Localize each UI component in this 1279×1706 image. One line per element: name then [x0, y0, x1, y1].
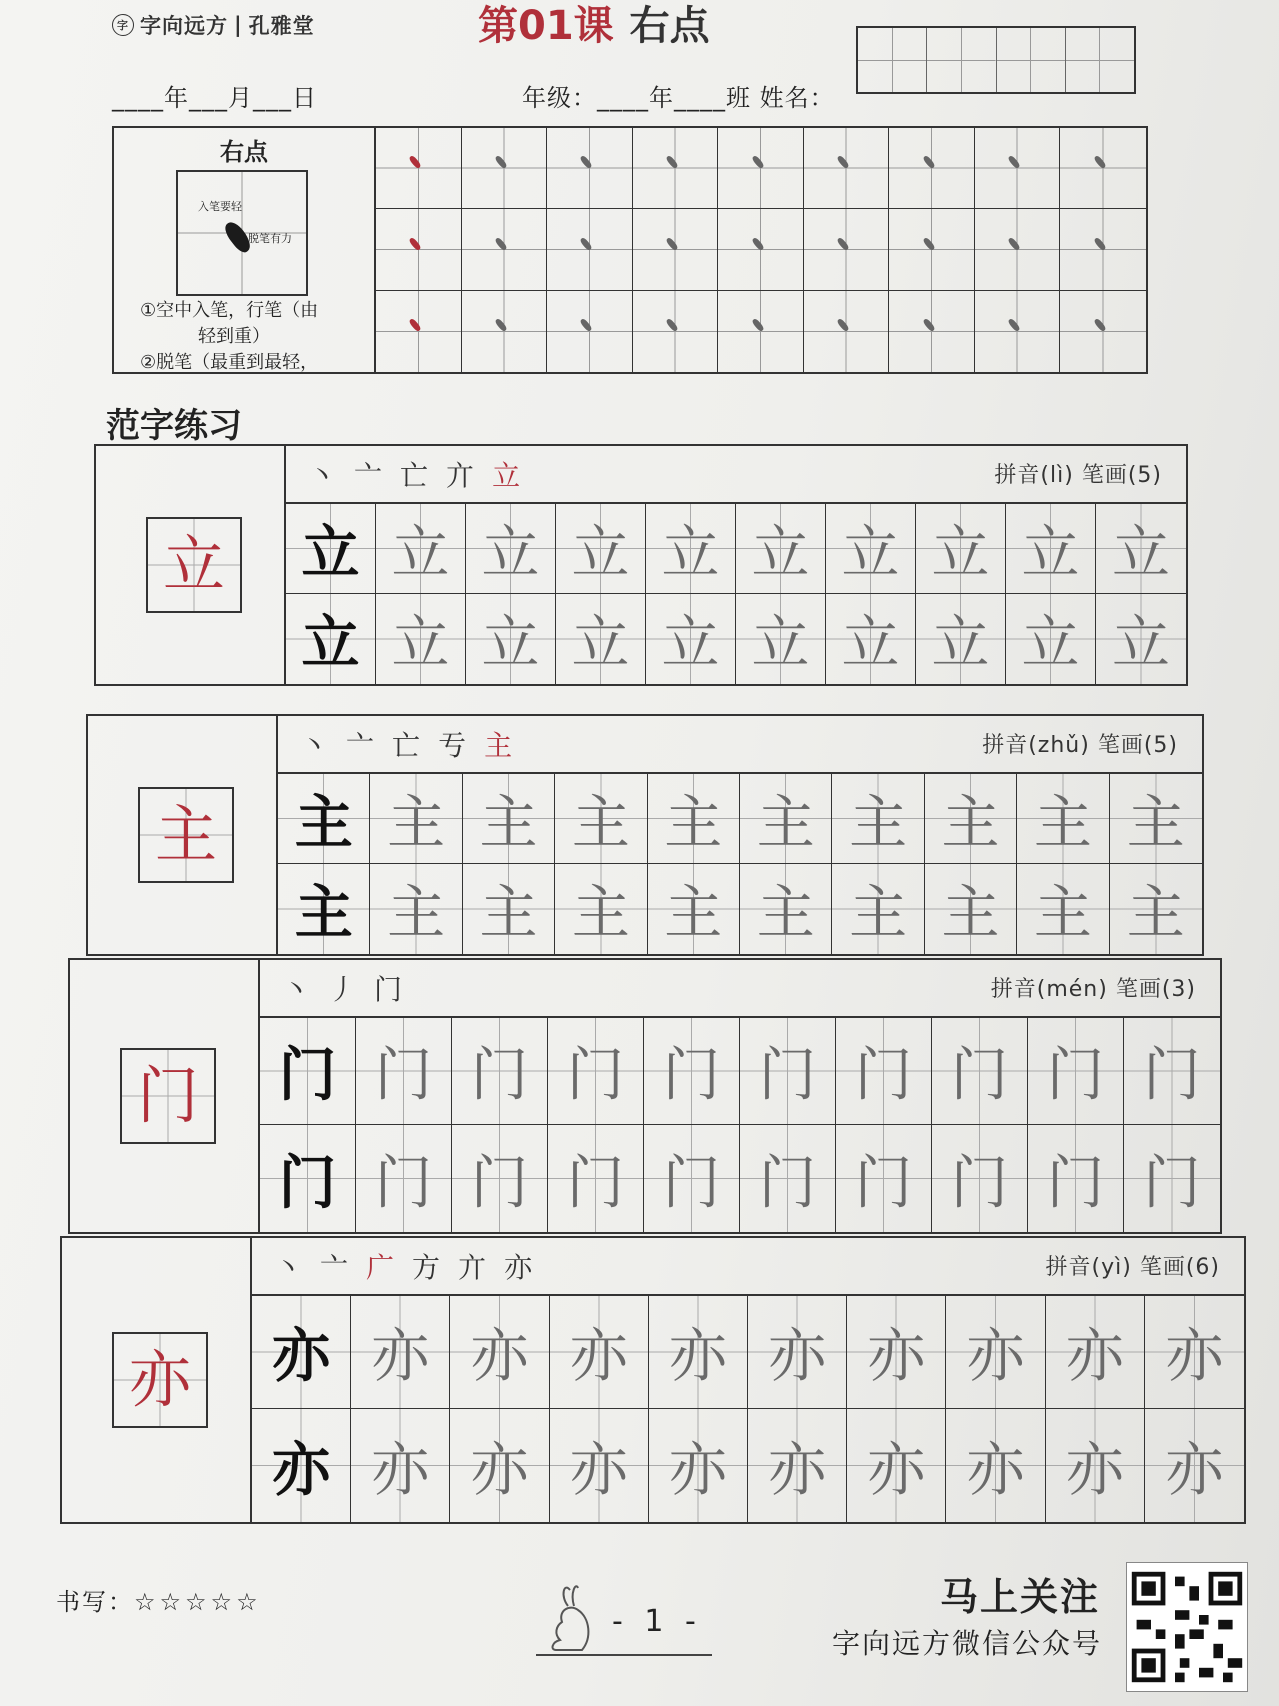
- practice-cell[interactable]: [836, 1018, 932, 1125]
- practice-cell[interactable]: [646, 594, 736, 684]
- practice-cell[interactable]: [463, 864, 555, 954]
- model-char: 立: [146, 517, 242, 613]
- practice-cell[interactable]: [260, 1125, 356, 1232]
- practice-char: 门: [1046, 1147, 1105, 1216]
- pinyin-strokes: 拼音(yì) 笔画(6): [1045, 1255, 1220, 1280]
- practice-cell[interactable]: [1124, 1018, 1220, 1125]
- stroke-practice-box: [112, 126, 1148, 374]
- practice-char: 亦: [867, 1321, 926, 1390]
- practice-char: 主: [756, 787, 815, 856]
- practice-cell[interactable]: [925, 774, 1017, 864]
- practice-char: 亦: [867, 1434, 926, 1503]
- practice-char: 亦: [668, 1434, 727, 1503]
- practice-cell[interactable]: [748, 1296, 847, 1409]
- practice-cell[interactable]: [916, 594, 1006, 684]
- char-header: [260, 960, 1220, 1018]
- pinyin-strokes: 拼音(zhǔ) 笔画(5): [982, 733, 1178, 758]
- practice-cell[interactable]: [1017, 864, 1109, 954]
- practice-char: 主: [756, 878, 815, 947]
- pinyin-strokes: 拼音(mén) 笔画(3): [990, 977, 1196, 1002]
- practice-char: 门: [662, 1147, 721, 1216]
- practice-cell[interactable]: [1028, 1018, 1124, 1125]
- practice-char: 亦: [470, 1321, 529, 1390]
- practice-cell[interactable]: [644, 1018, 740, 1125]
- practice-cell[interactable]: [548, 1018, 644, 1125]
- stroke-note-2: 轻到重）: [198, 326, 270, 347]
- stroke-order: 丶亠亡亐主: [300, 729, 531, 762]
- practice-cell[interactable]: [648, 774, 740, 864]
- practice-cell[interactable]: [252, 1296, 351, 1409]
- model-char: 门: [120, 1048, 216, 1144]
- practice-cell[interactable]: [356, 1018, 452, 1125]
- practice-cell[interactable]: [252, 1409, 351, 1522]
- practice-char: 主: [1033, 878, 1092, 947]
- practice-cell[interactable]: [548, 1125, 644, 1232]
- practice-char: 亦: [1065, 1434, 1124, 1503]
- practice-char: 立: [751, 517, 810, 586]
- practice-cell[interactable]: [847, 1409, 946, 1522]
- practice-cell[interactable]: [649, 1296, 748, 1409]
- practice-cell[interactable]: [648, 864, 740, 954]
- practice-char: 门: [566, 1147, 625, 1216]
- practice-char: 门: [1142, 1147, 1201, 1216]
- wechat-account: 字向远方微信公众号: [832, 1627, 1103, 1660]
- practice-cell[interactable]: [370, 864, 462, 954]
- practice-char: 立: [1111, 608, 1170, 677]
- practice-char: 立: [1111, 517, 1170, 586]
- practice-cell[interactable]: [466, 594, 556, 684]
- section-title: 范字练习: [106, 406, 242, 446]
- practice-char: 门: [854, 1040, 913, 1109]
- practice-char: 亦: [768, 1434, 827, 1503]
- class-name-line[interactable]: 年级：____年____班 姓名：: [522, 84, 835, 112]
- practice-cell[interactable]: [376, 504, 466, 594]
- practice-char: 主: [294, 878, 353, 947]
- practice-cell[interactable]: [452, 1018, 548, 1125]
- practice-char: 主: [387, 878, 446, 947]
- practice-cell[interactable]: [376, 594, 466, 684]
- practice-char: 立: [751, 608, 810, 677]
- practice-cell[interactable]: [740, 864, 832, 954]
- practice-cell[interactable]: [916, 504, 1006, 594]
- practice-cell[interactable]: [370, 774, 462, 864]
- stroke-order: 丶亠广方亣亦: [274, 1251, 551, 1284]
- practice-char: 主: [1126, 878, 1185, 947]
- practice-char: 门: [662, 1040, 721, 1109]
- stroke-demo-panel: [114, 128, 376, 372]
- practice-char: 亦: [569, 1434, 628, 1503]
- practice-char: 亦: [768, 1321, 827, 1390]
- practice-cell[interactable]: [946, 1296, 1045, 1409]
- name-grid[interactable]: [856, 26, 1136, 94]
- practice-cell[interactable]: [832, 774, 924, 864]
- practice-cell[interactable]: [925, 864, 1017, 954]
- practice-cell[interactable]: [555, 864, 647, 954]
- practice-cell[interactable]: [1006, 504, 1096, 594]
- practice-cell[interactable]: [1110, 774, 1202, 864]
- practice-char: 主: [479, 878, 538, 947]
- practice-cell[interactable]: [932, 1018, 1028, 1125]
- practice-cell[interactable]: [826, 594, 916, 684]
- practice-cell[interactable]: [550, 1409, 649, 1522]
- practice-cell[interactable]: [1145, 1296, 1244, 1409]
- demo-label-b: 脱笔有力: [248, 232, 292, 245]
- stroke-demo-grid: [176, 170, 308, 296]
- practice-char: 门: [374, 1147, 433, 1216]
- stroke-practice-grid[interactable]: [376, 128, 1146, 372]
- pinyin-strokes: 拼音(lì) 笔画(5): [994, 463, 1162, 488]
- practice-cell[interactable]: [1110, 864, 1202, 954]
- practice-cell[interactable]: [450, 1296, 549, 1409]
- practice-grid[interactable]: [278, 774, 1202, 954]
- writing-label: 书写：: [56, 1588, 134, 1616]
- practice-char: 主: [571, 878, 630, 947]
- practice-char: 门: [758, 1040, 817, 1109]
- practice-grid[interactable]: [286, 504, 1186, 684]
- practice-char: 门: [470, 1040, 529, 1109]
- practice-cell[interactable]: [740, 774, 832, 864]
- brand-name-a: 字向远方: [140, 14, 228, 38]
- practice-char: 亦: [470, 1434, 529, 1503]
- writing-rating: [56, 1582, 262, 1617]
- practice-char: 门: [854, 1147, 913, 1216]
- practice-char: 门: [470, 1147, 529, 1216]
- practice-cell[interactable]: [260, 1018, 356, 1125]
- practice-cell[interactable]: [1096, 594, 1186, 684]
- practice-cell[interactable]: [748, 1409, 847, 1522]
- practice-char: 门: [950, 1040, 1009, 1109]
- char-block-3: [68, 958, 1222, 1234]
- date-line[interactable]: ____年___月___日: [112, 84, 317, 112]
- practice-cell[interactable]: [278, 864, 370, 954]
- practice-cell[interactable]: [556, 594, 646, 684]
- practice-char: 立: [481, 517, 540, 586]
- practice-char: 立: [1021, 608, 1080, 677]
- practice-char: 立: [931, 517, 990, 586]
- practice-cell[interactable]: [836, 1125, 932, 1232]
- lesson-name: 右点: [629, 3, 710, 49]
- stroke-note-1: ①空中入笔，行笔（由: [140, 300, 319, 321]
- stroke-name: 右点: [220, 138, 268, 166]
- qr-code-icon[interactable]: [1126, 1562, 1248, 1692]
- practice-cell[interactable]: [278, 774, 370, 864]
- char-header: [286, 446, 1186, 504]
- practice-cell[interactable]: [556, 504, 646, 594]
- practice-cell[interactable]: [550, 1296, 649, 1409]
- practice-cell[interactable]: [1046, 1296, 1145, 1409]
- practice-cell[interactable]: [286, 594, 376, 684]
- stroke-order: 丶丿门: [282, 973, 421, 1006]
- practice-char: 主: [387, 787, 446, 856]
- practice-char: 门: [1142, 1040, 1201, 1109]
- practice-cell[interactable]: [452, 1125, 548, 1232]
- brand-seal-icon: 字: [112, 14, 134, 36]
- char-block-1: [94, 444, 1188, 686]
- practice-char: 亦: [569, 1321, 628, 1390]
- char-block-2: [86, 714, 1204, 956]
- practice-cell[interactable]: [1046, 1409, 1145, 1522]
- rating-stars[interactable]: ☆☆☆☆☆: [134, 1588, 262, 1616]
- practice-char: 亦: [371, 1434, 430, 1503]
- practice-cell[interactable]: [740, 1125, 836, 1232]
- practice-char: 主: [664, 878, 723, 947]
- practice-char: 亦: [1165, 1321, 1224, 1390]
- practice-cell[interactable]: [646, 504, 736, 594]
- practice-char: 门: [1046, 1040, 1105, 1109]
- practice-cell[interactable]: [555, 774, 647, 864]
- practice-cell[interactable]: [1017, 774, 1109, 864]
- practice-cell[interactable]: [351, 1409, 450, 1522]
- practice-char: 立: [931, 608, 990, 677]
- practice-char: 亦: [272, 1321, 331, 1390]
- practice-cell[interactable]: [644, 1125, 740, 1232]
- practice-cell[interactable]: [1124, 1125, 1220, 1232]
- stroke-note-3: ②脱笔（最重到最轻，: [140, 352, 319, 373]
- practice-char: 主: [941, 878, 1000, 947]
- practice-char: 亦: [668, 1321, 727, 1390]
- practice-cell[interactable]: [736, 504, 826, 594]
- practice-cell[interactable]: [736, 594, 826, 684]
- practice-char: 立: [661, 517, 720, 586]
- practice-cell[interactable]: [356, 1125, 452, 1232]
- practice-char: 立: [301, 517, 360, 586]
- practice-cell[interactable]: [847, 1296, 946, 1409]
- practice-char: 立: [301, 608, 360, 677]
- practice-char: 立: [661, 608, 720, 677]
- practice-char: 立: [571, 517, 630, 586]
- practice-cell[interactable]: [466, 504, 556, 594]
- practice-char: 门: [278, 1147, 337, 1216]
- practice-cell[interactable]: [450, 1409, 549, 1522]
- practice-char: 门: [566, 1040, 625, 1109]
- practice-cell[interactable]: [1096, 504, 1186, 594]
- practice-grid[interactable]: [260, 1018, 1220, 1232]
- practice-char: 门: [758, 1147, 817, 1216]
- practice-cell[interactable]: [1145, 1409, 1244, 1522]
- practice-cell[interactable]: [286, 504, 376, 594]
- practice-char: 主: [479, 787, 538, 856]
- practice-cell[interactable]: [832, 864, 924, 954]
- lesson-number: 第01课: [478, 3, 614, 49]
- practice-char: 主: [1126, 787, 1185, 856]
- practice-grid[interactable]: [252, 1296, 1244, 1522]
- practice-char: 亦: [966, 1321, 1025, 1390]
- practice-char: 主: [294, 787, 353, 856]
- lesson-title: [478, 0, 710, 51]
- practice-char: 主: [849, 878, 908, 947]
- practice-char: 立: [391, 517, 450, 586]
- char-header: [252, 1238, 1244, 1296]
- practice-cell[interactable]: [740, 1018, 836, 1125]
- practice-char: 立: [481, 608, 540, 677]
- practice-char: 主: [664, 787, 723, 856]
- practice-cell[interactable]: [946, 1409, 1045, 1522]
- practice-cell[interactable]: [932, 1125, 1028, 1232]
- model-char: 主: [138, 787, 234, 883]
- brand-header: 字 字向远方 | 孔雅堂: [112, 10, 315, 40]
- practice-char: 立: [841, 608, 900, 677]
- practice-char: 亦: [966, 1434, 1025, 1503]
- page-number-underline: [536, 1654, 712, 1656]
- practice-cell[interactable]: [1006, 594, 1096, 684]
- model-char: 亦: [112, 1332, 208, 1428]
- practice-cell[interactable]: [463, 774, 555, 864]
- rabbit-icon: [540, 1582, 610, 1660]
- practice-char: 主: [571, 787, 630, 856]
- practice-char: 立: [841, 517, 900, 586]
- practice-char: 主: [1033, 787, 1092, 856]
- practice-char: 主: [941, 787, 1000, 856]
- page-number: - 1 -: [612, 1604, 702, 1639]
- demo-label-a: 入笔要轻: [198, 200, 242, 213]
- practice-char: 立: [391, 608, 450, 677]
- practice-char: 立: [1021, 517, 1080, 586]
- practice-char: 门: [950, 1147, 1009, 1216]
- practice-char: 门: [278, 1040, 337, 1109]
- practice-cell[interactable]: [826, 504, 916, 594]
- practice-char: 立: [571, 608, 630, 677]
- practice-char: 亦: [1065, 1321, 1124, 1390]
- brand-name-b: 孔雅堂: [248, 14, 315, 38]
- practice-cell[interactable]: [1028, 1125, 1124, 1232]
- char-header: [278, 716, 1202, 774]
- practice-cell[interactable]: [649, 1409, 748, 1522]
- practice-cell[interactable]: [351, 1296, 450, 1409]
- practice-char: 门: [374, 1040, 433, 1109]
- practice-char: 亦: [272, 1434, 331, 1503]
- stroke-order: 丶亠亡亣立: [308, 459, 539, 492]
- practice-char: 主: [849, 787, 908, 856]
- char-block-4: [60, 1236, 1246, 1524]
- follow-prompt: 马上关注: [940, 1575, 1101, 1619]
- practice-char: 亦: [1165, 1434, 1224, 1503]
- practice-char: 亦: [371, 1321, 430, 1390]
